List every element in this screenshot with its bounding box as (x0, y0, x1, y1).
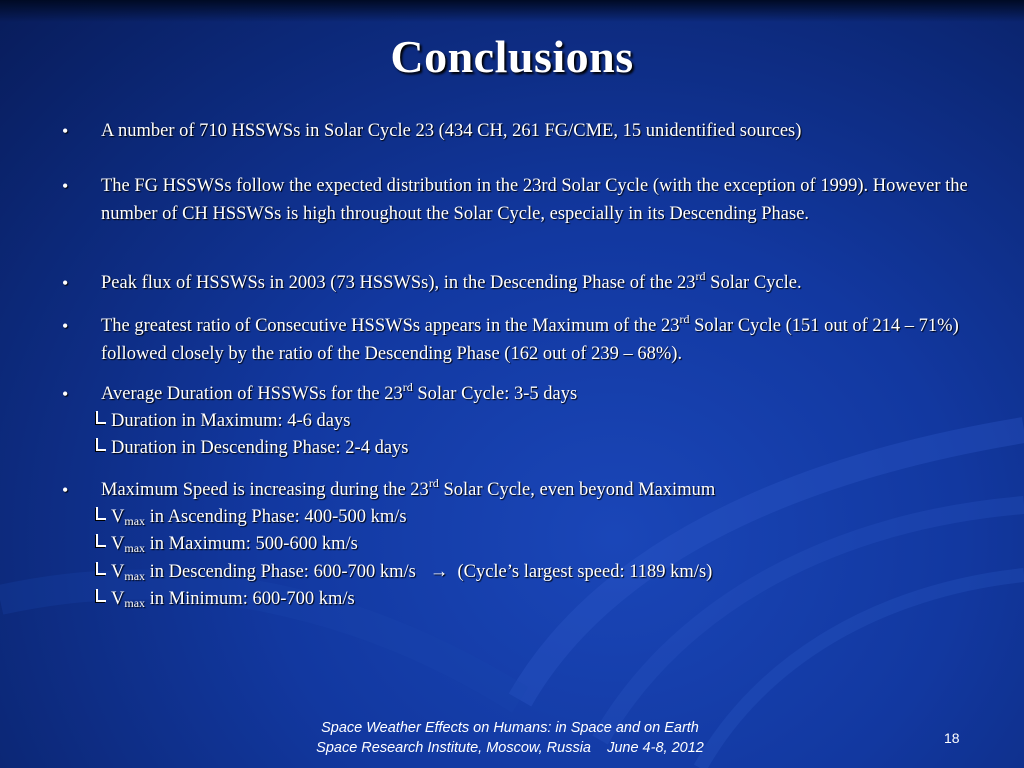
sub-item (96, 407, 350, 435)
top-shade (0, 0, 1024, 22)
text-part: Solar Cycle (151 out of 214 – 71%) followed closely by the ratio of the Descending Phase (162 out of 239 – 68%). (101, 316, 959, 364)
footer-line-2: Space Research Institute, Moscow, Russia June 4-8, 2012 (316, 740, 704, 756)
sub-item-text: Duration in Descending Phase: 2-4 days (111, 438, 409, 458)
bullet-glyph: • (62, 121, 69, 141)
superscript: rd (402, 379, 413, 394)
bullet-text (101, 380, 971, 408)
sub-item (96, 530, 358, 558)
bullet-text (101, 269, 971, 297)
bullet-text (101, 476, 971, 504)
text-part: Solar Cycle, even beyond Maximum (438, 480, 716, 500)
bullet-text (101, 312, 971, 368)
bullet-glyph: • (62, 480, 69, 500)
text-part: Maximum Speed is increasing during the 23 (101, 480, 429, 500)
vmax-symbol: V (111, 562, 125, 582)
corner-arrow-icon (96, 411, 106, 424)
sub-item (96, 434, 408, 462)
subscript: max (124, 541, 146, 555)
text-part: Average Duration of HSSWSs for the 23 (101, 384, 403, 404)
subscript: max (124, 596, 146, 610)
bullet-glyph: • (62, 316, 69, 336)
superscript: rd (679, 311, 690, 326)
corner-arrow-icon (96, 562, 106, 575)
sub-item (96, 558, 712, 586)
superscript: rd (695, 268, 706, 283)
slide-title: Conclusions (390, 31, 634, 82)
bullet-text: A number of 710 HSSWSs in Solar Cycle 23 (434 CH, 261 FG/CME, 15 unidentified sources) (101, 121, 802, 141)
footer-line-1: Space Weather Effects on Humans: in Space and on Earth (321, 720, 699, 736)
slide-footer (240, 718, 780, 758)
page-number: 18 (944, 730, 960, 746)
bullet-text: The FG HSSWSs follow the expected distribution in the 23rd Solar Cycle (with the exception of 1999). However the number of CH HSSWSs is high throughout the Solar Cycle, especially in its Descending Phase. (101, 176, 968, 224)
sub-item (96, 503, 407, 531)
vmax-symbol: V (111, 534, 125, 554)
vmax-symbol: V (111, 507, 125, 527)
sub-item-text: in Maximum: 500-600 km/s (145, 534, 358, 554)
corner-arrow-icon (96, 534, 106, 547)
sub-item-text: in Minimum: 600-700 km/s (145, 589, 355, 609)
text-part: Solar Cycle: 3-5 days (412, 384, 578, 404)
sub-item-text: in Descending Phase: 600-700 km/s → (Cycle’s largest speed: 1189 km/s) (145, 562, 713, 582)
subscript: max (124, 514, 146, 528)
sub-item-text: in Ascending Phase: 400-500 km/s (145, 507, 407, 527)
corner-arrow-icon (96, 438, 106, 451)
sub-item (96, 585, 355, 613)
bullet-glyph: • (62, 384, 69, 404)
bullet-glyph: • (62, 176, 69, 196)
sub-item-text: Duration in Maximum: 4-6 days (111, 411, 351, 431)
text-part: Solar Cycle. (705, 273, 802, 293)
text-part: The greatest ratio of Consecutive HSSWSs appears in the Maximum of the 23 (101, 316, 680, 336)
corner-arrow-icon (96, 589, 106, 602)
bullet-glyph: • (62, 273, 69, 293)
text-part: Peak flux of HSSWSs in 2003 (73 HSSWSs), in the Descending Phase of the 23 (101, 273, 696, 293)
corner-arrow-icon (96, 507, 106, 520)
vmax-symbol: V (111, 589, 125, 609)
subscript: max (124, 569, 146, 583)
superscript: rd (428, 475, 439, 490)
